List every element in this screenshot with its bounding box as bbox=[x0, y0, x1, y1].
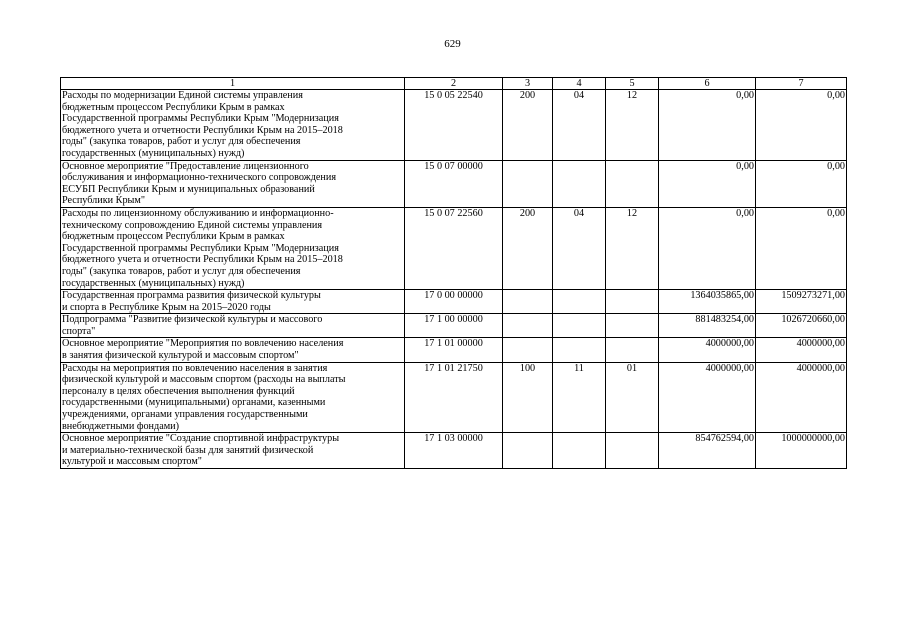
subsection-code bbox=[606, 433, 659, 469]
subsection-code bbox=[606, 314, 659, 338]
expense-type-code bbox=[503, 160, 553, 207]
expense-name: Основное мероприятие "Предоставление лицензионного обслуживания и информационно-технического сопровождения ЕСУБП Республики Крым и муниципальных образований Республики Крым" bbox=[61, 160, 405, 207]
table-row bbox=[61, 362, 847, 433]
table-row bbox=[61, 338, 847, 362]
amount-col-7: 1026720660,00 bbox=[756, 314, 847, 338]
amount-col-7: 0,00 bbox=[756, 90, 847, 161]
expense-name: Основное мероприятие "Мероприятия по вовлечению населения в занятия физической культурой и массовым спортом" bbox=[61, 338, 405, 362]
amount-col-6: 0,00 bbox=[659, 207, 756, 289]
subsection-code bbox=[606, 160, 659, 207]
column-header: 7 bbox=[756, 78, 847, 90]
section-code: 04 bbox=[553, 207, 606, 289]
expense-type-code bbox=[503, 290, 553, 314]
section-code bbox=[553, 433, 606, 469]
column-header: 6 bbox=[659, 78, 756, 90]
column-header: 5 bbox=[606, 78, 659, 90]
amount-col-7: 4000000,00 bbox=[756, 338, 847, 362]
section-code: 04 bbox=[553, 90, 606, 161]
section-code bbox=[553, 290, 606, 314]
table-body bbox=[61, 90, 847, 469]
subsection-code: 12 bbox=[606, 207, 659, 289]
expense-name: Расходы на мероприятия по вовлечению населения в занятия физической культурой и массовым спортом (расходы на выплаты персоналу в целях обеспечения выполнения функций государственными (муниципальными) органами, казенными учреждениями, органами управления государственными внебюджетными фондами) bbox=[61, 362, 405, 433]
expense-type-code bbox=[503, 433, 553, 469]
budget-table bbox=[60, 77, 847, 469]
target-code: 15 0 07 22560 bbox=[405, 207, 503, 289]
section-code bbox=[553, 160, 606, 207]
column-header: 1 bbox=[61, 78, 405, 90]
subsection-code: 12 bbox=[606, 90, 659, 161]
column-header: 2 bbox=[405, 78, 503, 90]
section-code: 11 bbox=[553, 362, 606, 433]
subsection-code bbox=[606, 338, 659, 362]
section-code bbox=[553, 338, 606, 362]
table-row bbox=[61, 90, 847, 161]
table-row bbox=[61, 314, 847, 338]
target-code: 17 0 00 00000 bbox=[405, 290, 503, 314]
expense-name: Основное мероприятие "Создание спортивной инфраструктуры и материально-технической базы для занятий физической культурой и массовым спортом" bbox=[61, 433, 405, 469]
expense-type-code bbox=[503, 314, 553, 338]
target-code: 17 1 01 21750 bbox=[405, 362, 503, 433]
expense-type-code bbox=[503, 338, 553, 362]
amount-col-6: 4000000,00 bbox=[659, 362, 756, 433]
expense-name: Расходы по лицензионному обслуживанию и информационно- техническому сопровождению Единой системы управления бюджетным процессом Республики Крым в рамках Государственной программы Республики Крым "Модернизация бюджетного учета и отчетности Республики Крым на 2015–2018 годы" (закупка товаров, работ и услуг для обеспечения государственных (муниципальных) нужд) bbox=[61, 207, 405, 289]
table-row bbox=[61, 433, 847, 469]
amount-col-6: 1364035865,00 bbox=[659, 290, 756, 314]
amount-col-7: 0,00 bbox=[756, 160, 847, 207]
amount-col-7: 4000000,00 bbox=[756, 362, 847, 433]
amount-col-7: 1509273271,00 bbox=[756, 290, 847, 314]
page-number: 629 bbox=[444, 38, 461, 50]
amount-col-6: 0,00 bbox=[659, 90, 756, 161]
expense-name: Расходы по модернизации Единой системы управления бюджетным процессом Республики Крым в рамках Государственной программы Республики Крым "Модернизация бюджетного учета и отчетности Республики Крым на 2015–2018 годы" (закупка товаров, работ и услуг для обеспечения государственных (муниципальных) нужд) bbox=[61, 90, 405, 161]
subsection-code bbox=[606, 290, 659, 314]
table-row bbox=[61, 290, 847, 314]
target-code: 17 1 00 00000 bbox=[405, 314, 503, 338]
target-code: 15 0 05 22540 bbox=[405, 90, 503, 161]
amount-col-6: 854762594,00 bbox=[659, 433, 756, 469]
section-code bbox=[553, 314, 606, 338]
table-row bbox=[61, 207, 847, 289]
target-code: 15 0 07 00000 bbox=[405, 160, 503, 207]
expense-name: Подпрограмма "Развитие физической культуры и массового спорта" bbox=[61, 314, 405, 338]
expense-type-code: 100 bbox=[503, 362, 553, 433]
expense-type-code: 200 bbox=[503, 90, 553, 161]
column-header: 3 bbox=[503, 78, 553, 90]
table-row bbox=[61, 160, 847, 207]
target-code: 17 1 01 00000 bbox=[405, 338, 503, 362]
header-row bbox=[61, 78, 847, 90]
amount-col-6: 0,00 bbox=[659, 160, 756, 207]
subsection-code: 01 bbox=[606, 362, 659, 433]
amount-col-6: 881483254,00 bbox=[659, 314, 756, 338]
column-header: 4 bbox=[553, 78, 606, 90]
expense-type-code: 200 bbox=[503, 207, 553, 289]
amount-col-7: 1000000000,00 bbox=[756, 433, 847, 469]
expense-name: Государственная программа развития физической культуры и спорта в Республике Крым на 2015–2020 годы bbox=[61, 290, 405, 314]
amount-col-7: 0,00 bbox=[756, 207, 847, 289]
amount-col-6: 4000000,00 bbox=[659, 338, 756, 362]
target-code: 17 1 03 00000 bbox=[405, 433, 503, 469]
